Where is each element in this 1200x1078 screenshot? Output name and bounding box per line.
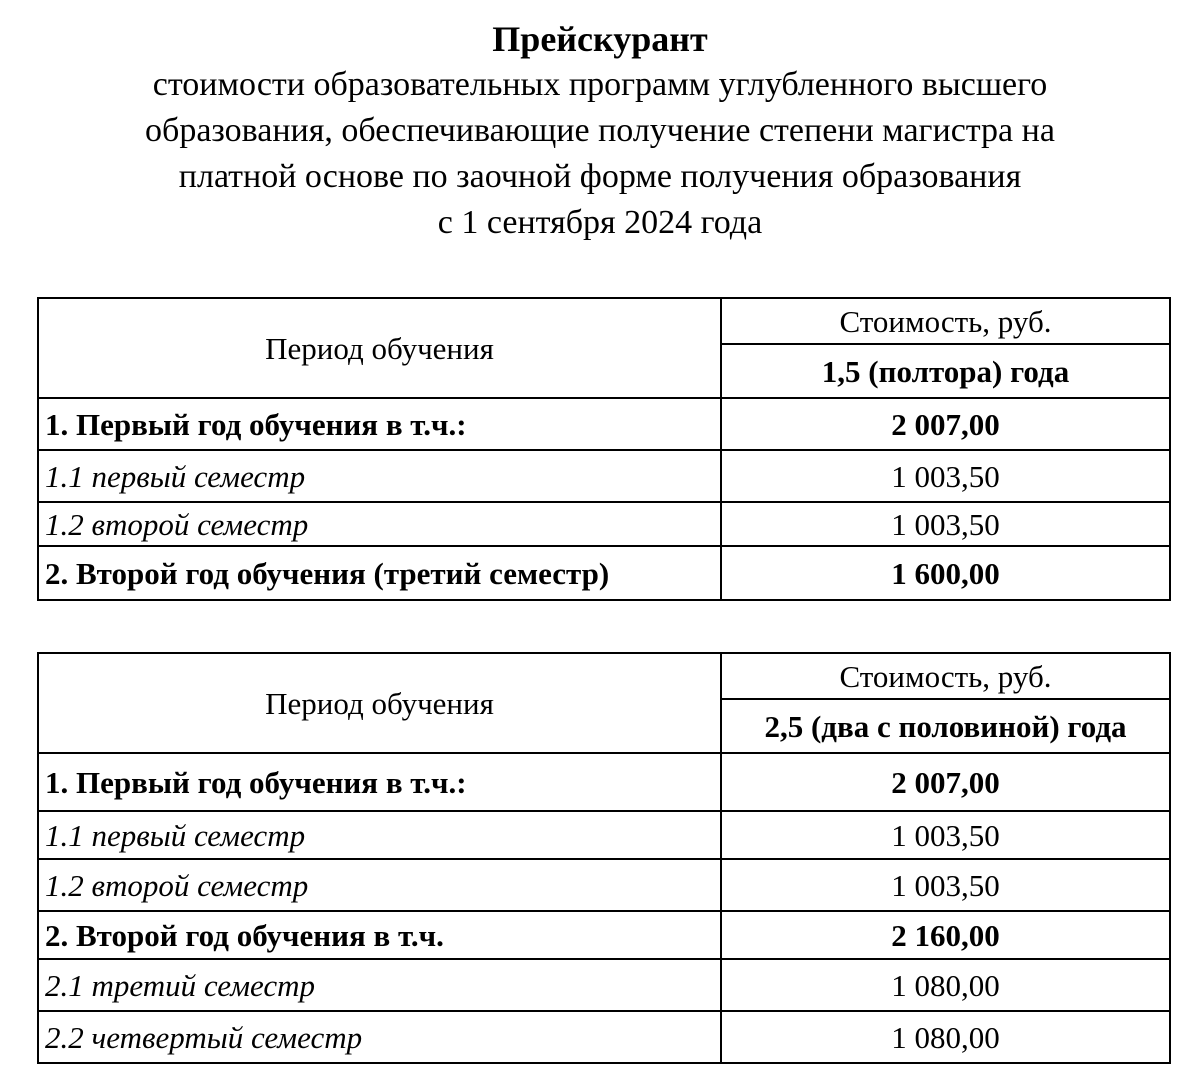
row-label: 1.1 первый семестр bbox=[38, 450, 721, 502]
row-value: 1 080,00 bbox=[721, 959, 1170, 1011]
cost-header: Стоимость, руб. bbox=[721, 653, 1170, 699]
row-value: 2 007,00 bbox=[721, 398, 1170, 450]
row-value: 1 003,50 bbox=[721, 811, 1170, 859]
row-value: 2 160,00 bbox=[721, 911, 1170, 959]
row-value: 1 003,50 bbox=[721, 450, 1170, 502]
duration-header: 1,5 (полтора) года bbox=[721, 344, 1170, 398]
table-row bbox=[38, 753, 1170, 811]
duration-header: 2,5 (два с половиной) года bbox=[721, 699, 1170, 753]
period-header: Период обучения bbox=[38, 653, 721, 753]
subtitle-line: стоимости образовательных программ углубленного высшего bbox=[152, 66, 1048, 103]
row-value: 1 003,50 bbox=[721, 502, 1170, 546]
row-value: 1 003,50 bbox=[721, 859, 1170, 911]
table-row bbox=[38, 450, 1170, 502]
period-header: Период обучения bbox=[38, 298, 721, 398]
row-value: 1 080,00 bbox=[721, 1011, 1170, 1063]
price-table-2-5-years bbox=[37, 652, 1171, 1064]
row-value: 1 600,00 bbox=[721, 546, 1170, 600]
table-row bbox=[38, 959, 1170, 1011]
row-label: 1.1 первый семестр bbox=[38, 811, 721, 859]
table-header-row bbox=[38, 653, 1170, 699]
table-row bbox=[38, 546, 1170, 600]
table-row bbox=[38, 398, 1170, 450]
price-table-1-5-years bbox=[37, 297, 1171, 601]
row-label: 2.2 четвертый семестр bbox=[38, 1011, 721, 1063]
row-label: 2. Второй год обучения в т.ч. bbox=[38, 911, 721, 959]
row-label: 1.2 второй семестр bbox=[38, 859, 721, 911]
row-value: 2 007,00 bbox=[721, 753, 1170, 811]
table-row bbox=[38, 859, 1170, 911]
row-label: 2. Второй год обучения (третий семестр) bbox=[38, 546, 721, 600]
table-row bbox=[38, 911, 1170, 959]
subtitle-line: платной основе по заочной форме получения образования bbox=[178, 158, 1022, 195]
row-label: 2.1 третий семестр bbox=[38, 959, 721, 1011]
table-row bbox=[38, 502, 1170, 546]
cost-header: Стоимость, руб. bbox=[721, 298, 1170, 344]
row-label: 1. Первый год обучения в т.ч.: bbox=[38, 398, 721, 450]
table-row bbox=[38, 811, 1170, 859]
document-title: Прейскурант bbox=[492, 19, 708, 59]
table-header-row bbox=[38, 298, 1170, 344]
row-label: 1. Первый год обучения в т.ч.: bbox=[38, 753, 721, 811]
table-row bbox=[38, 1011, 1170, 1063]
subtitle-line: с 1 сентября 2024 года bbox=[437, 204, 763, 241]
subtitle-line: образования, обеспечивающие получение степени магистра на bbox=[145, 112, 1055, 149]
document-header bbox=[0, 16, 1200, 246]
row-label: 1.2 второй семестр bbox=[38, 502, 721, 546]
